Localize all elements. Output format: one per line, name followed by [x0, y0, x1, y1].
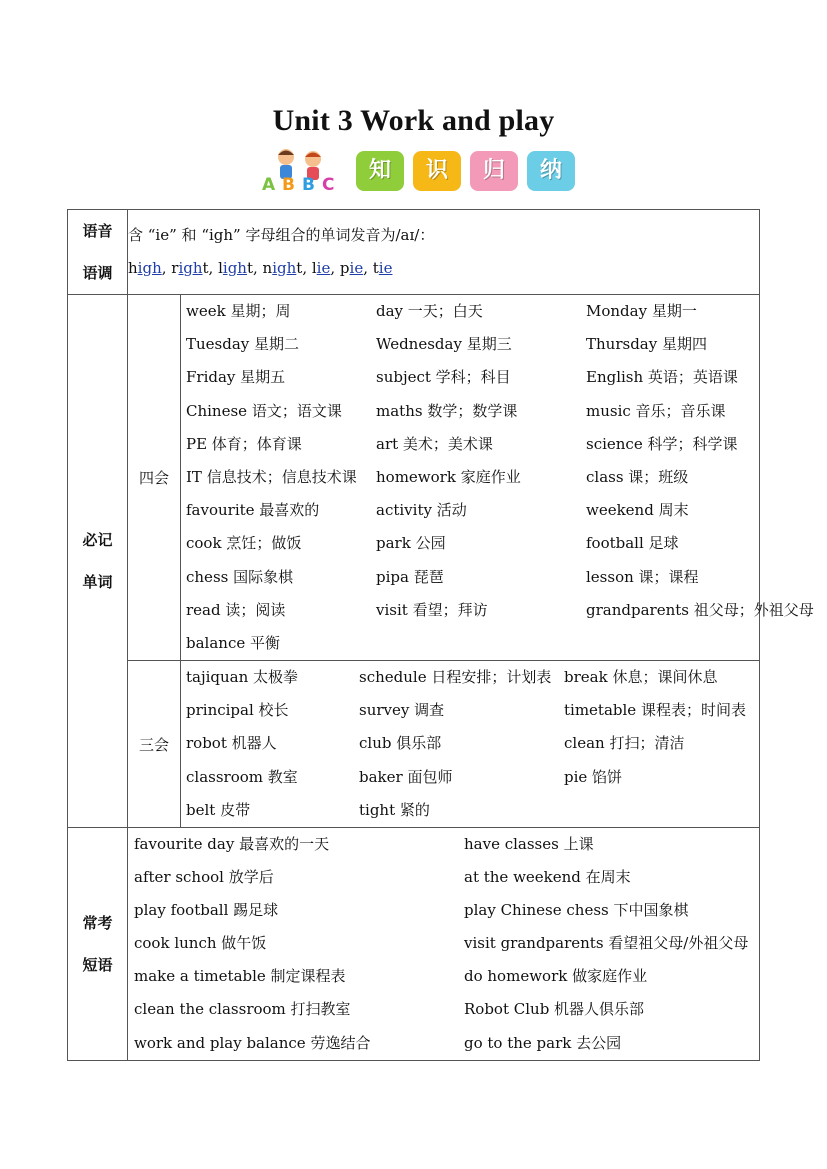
vocab-three-row	[186, 794, 759, 827]
phrase-row	[134, 993, 759, 1026]
vocab-four-entry: chess 国际象棋	[186, 567, 294, 586]
phrase-row	[134, 1027, 759, 1060]
vocab-four-entry: park 公园	[376, 534, 446, 553]
vocab-four-entry: maths 数学；数学课	[376, 401, 518, 420]
vocab-four-row	[186, 461, 759, 494]
phonics-category: 语音 语调	[68, 210, 128, 295]
phrase-entry: play Chinese chess 下中国象棋	[464, 901, 689, 920]
vocab-four-entry: Tuesday 星期二	[186, 335, 300, 354]
vocab-three-entry: break 休息；课间休息	[564, 668, 718, 687]
phrase-entry: do homework 做家庭作业	[464, 967, 648, 986]
vocab-four-entry: class 课；班级	[586, 467, 689, 486]
vocab-four-rows	[186, 295, 814, 660]
phonics-row	[68, 210, 760, 295]
kids-abc-logo	[258, 146, 353, 192]
phrase-entry: have classes 上课	[464, 835, 594, 853]
banner-tile: 识	[413, 151, 461, 191]
phrases-category: 常考 短语	[68, 828, 128, 1061]
vocab-four-entry: art 美术；美术课	[376, 434, 493, 453]
vocab-four-row	[68, 295, 760, 661]
phrase-row	[134, 861, 759, 894]
svg-text:B: B	[302, 175, 315, 192]
vocab-four-entry: subject 学科；科目	[376, 368, 511, 387]
phrase-entry: favourite day 最喜欢的一天	[134, 835, 330, 853]
vocab-three-list	[181, 661, 760, 828]
vocab-four-entry: day 一天；白天	[376, 302, 483, 320]
vocab-three-entry: tajiquan 太极拳	[186, 668, 299, 687]
vocab-four-entry: music 音乐；音乐课	[586, 401, 726, 420]
vocab-three-row	[186, 727, 759, 760]
vocab-four-entry: homework 家庭作业	[376, 467, 521, 486]
vocab-four-entry: football 足球	[586, 534, 679, 553]
phrases-list	[128, 828, 760, 1061]
page-title: Unit 3 Work and play	[272, 104, 555, 137]
phonics-content	[128, 210, 760, 295]
phrase-entry: go to the park 去公园	[464, 1033, 622, 1052]
phonics-word: night	[262, 259, 303, 277]
phonics-letter-group: ie	[349, 259, 364, 277]
vocab-four-entry: pipa 琵琶	[376, 567, 444, 586]
phrase-entry: visit grandparents 看望祖父母/外祖父母	[464, 934, 749, 953]
vocab-four-row	[186, 361, 759, 394]
vocab-four-entry: visit 看望；拜访	[376, 600, 488, 619]
phonics-rule: 含 “ie” 和 “igh” 字母组合的单词发音为/aɪ/：	[128, 226, 435, 244]
vocab-level-three: 三会	[128, 661, 181, 828]
phonics-word: pie	[339, 259, 364, 277]
phonics-word: lie	[311, 259, 331, 277]
vocab-four-entry: Friday 星期五	[186, 368, 286, 387]
vocab-three-row	[186, 694, 759, 727]
phrase-entry: at the weekend 在周末	[464, 868, 631, 887]
vocab-four-entry: Wednesday 星期三	[376, 335, 512, 354]
vocab-four-row	[186, 494, 759, 527]
vocab-four-entry: activity 活动	[376, 501, 467, 520]
phrase-entry: clean the classroom 打扫教室	[134, 1000, 351, 1019]
phrase-entry: Robot Club 机器人俱乐部	[464, 1000, 645, 1019]
phrase-entry: play football 踢足球	[134, 901, 279, 920]
phrase-entry: cook lunch 做午饭	[134, 934, 267, 953]
phonics-letter-group: igh	[137, 259, 162, 277]
vocab-level-four: 四会	[128, 295, 181, 661]
vocab-four-entry: grandparents 祖父母；外祖父母	[586, 600, 814, 619]
vocab-three-entry: club 俱乐部	[359, 734, 442, 753]
vocab-four-row	[186, 395, 759, 428]
vocab-four-entry: Monday 星期一	[586, 302, 697, 320]
phrases-row	[68, 828, 760, 1061]
vocab-four-row	[186, 295, 759, 328]
vocab-four-entry: Chinese 语文；语文课	[186, 401, 342, 420]
phrase-entry: work and play balance 劳逸结合	[134, 1033, 371, 1052]
vocab-three-entry: schedule 日程安排；计划表	[359, 668, 552, 687]
banner-tile: 知	[356, 151, 404, 191]
vocab-four-entry: English 英语；英语课	[586, 368, 738, 387]
phonics-word-list: high, right, light, night, lie, pie, tie	[128, 259, 393, 277]
vocab-four-entry: week 星期；周	[186, 302, 291, 320]
knowledge-summary-banner	[258, 146, 588, 194]
banner-tile: 纳	[527, 151, 575, 191]
vocab-four-entry: Thursday 星期四	[586, 335, 707, 354]
phrase-rows	[134, 828, 759, 1060]
vocab-three-entry: robot 机器人	[186, 734, 277, 753]
vocab-three-entry: survey 调查	[359, 701, 445, 720]
vocab-three-entry: belt 皮带	[186, 800, 251, 819]
phrase-entry: make a timetable 制定课程表	[134, 967, 346, 986]
vocab-three-entry: classroom 教室	[186, 767, 298, 786]
phrase-row	[134, 960, 759, 993]
phonics-word: tie	[372, 259, 393, 277]
vocab-four-row	[186, 594, 814, 627]
phrase-row	[134, 894, 759, 927]
vocab-category: 必记 单词	[68, 295, 128, 828]
phonics-word: high	[128, 259, 162, 277]
phonics-letter-group: ie	[316, 259, 331, 277]
phrase-row	[134, 927, 759, 960]
banner-tile: 归	[470, 151, 518, 191]
vocab-three-entry: baker 面包师	[359, 767, 453, 786]
vocab-four-row	[186, 328, 759, 361]
vocab-four-entry: cook 烹饪；做饭	[186, 534, 302, 553]
vocab-three-row	[68, 661, 760, 828]
vocab-four-entry: IT 信息技术；信息技术课	[186, 467, 357, 486]
vocab-four-entry: balance 平衡	[186, 633, 280, 652]
vocab-four-entry: favourite 最喜欢的	[186, 501, 320, 520]
phonics-letter-group: igh	[178, 259, 203, 277]
vocab-three-entry: timetable 课程表；时间表	[564, 701, 746, 720]
phrase-entry: after school 放学后	[134, 868, 274, 887]
vocab-four-row	[186, 527, 759, 560]
vocab-four-row	[186, 561, 759, 594]
phonics-letter-group: ie	[378, 259, 393, 277]
knowledge-table	[67, 209, 814, 1061]
vocab-three-entry: clean 打扫；清洁	[564, 734, 685, 753]
vocab-four-entry: science 科学；科学课	[586, 434, 738, 453]
phonics-letter-group: igh	[272, 259, 297, 277]
phonics-word: light	[218, 259, 253, 277]
vocab-four-entry: lesson 课；课程	[586, 567, 699, 586]
vocab-four-entry: read 读；阅读	[186, 600, 286, 619]
vocab-four-row	[186, 428, 759, 461]
phrase-row	[134, 828, 759, 861]
svg-text:B: B	[282, 175, 295, 192]
vocab-three-row	[186, 661, 759, 694]
phonics-word: right	[171, 259, 209, 277]
vocab-four-row	[186, 627, 759, 660]
vocab-four-entry: weekend 周末	[586, 501, 689, 520]
vocab-three-row	[186, 761, 759, 794]
vocab-three-entry: tight 紧的	[359, 800, 430, 819]
vocab-four-list	[181, 295, 814, 661]
vocab-three-rows	[186, 661, 759, 827]
svg-text:C: C	[322, 175, 335, 192]
phonics-letter-group: igh	[222, 259, 247, 277]
vocab-three-entry: principal 校长	[186, 701, 289, 720]
vocab-three-entry: pie 馅饼	[564, 767, 623, 786]
svg-text:A: A	[262, 175, 276, 192]
vocab-four-entry: PE 体育；体育课	[186, 434, 302, 453]
